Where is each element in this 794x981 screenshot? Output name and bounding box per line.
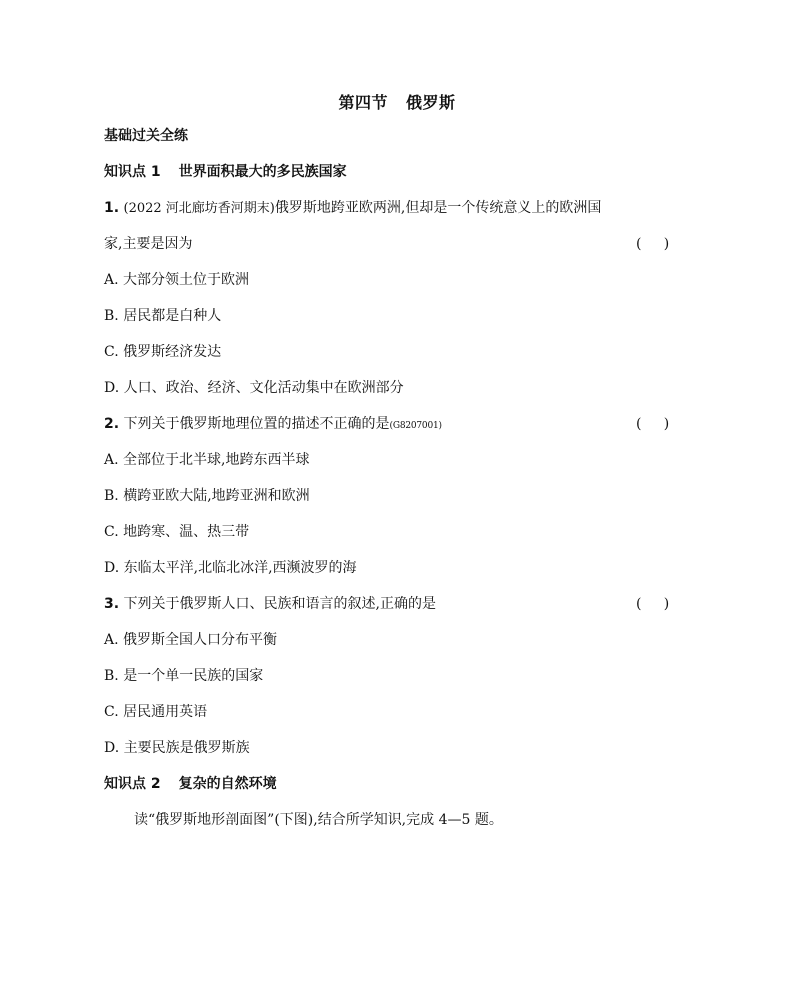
- question-stem: 下列关于俄罗斯人口、民族和语言的叙述,正确的是: [123, 596, 436, 612]
- option-b: B. 横跨亚欧大陆,地跨亚洲和欧洲: [104, 488, 310, 504]
- answer-blank[interactable]: ( ): [636, 236, 670, 252]
- option-c: C. 俄罗斯经济发达: [104, 344, 222, 360]
- option-c: C. 居民通用英语: [104, 704, 208, 720]
- option-a: A. 全部位于北半球,地跨东西半球: [104, 452, 310, 468]
- question-number: 1.: [104, 200, 120, 216]
- option-d: D. 主要民族是俄罗斯族: [104, 740, 250, 756]
- practice-heading: 基础过关全练: [104, 128, 188, 144]
- option-d: D. 东临太平洋,北临北冰洋,西濒波罗的海: [104, 560, 357, 576]
- page-title: [0, 90, 794, 113]
- knowledge-point-1-heading: [104, 162, 347, 182]
- question-stem: 下列关于俄罗斯地理位置的描述不正确的是: [123, 416, 390, 432]
- answer-blank[interactable]: ( ): [636, 596, 670, 612]
- knowledge-point-title: 世界面积最大的多民族国家: [178, 164, 347, 180]
- question-stem: 俄罗斯地跨亚欧两洲,但却是一个传统意义上的欧洲国: [274, 200, 602, 216]
- option-a: A. 俄罗斯全国人口分布平衡: [104, 632, 278, 648]
- section-number: 第四节: [338, 93, 388, 112]
- option-b: B. 居民都是白种人: [104, 308, 222, 324]
- question-1-stem-line-1: [104, 198, 601, 219]
- question-number: 3.: [104, 596, 120, 612]
- question-1-stem-line-2: 家,主要是因为: [104, 236, 193, 252]
- option-c: C. 地跨寒、温、热三带: [104, 524, 250, 540]
- option-d: D. 人口、政治、经济、文化活动集中在欧洲部分: [104, 380, 404, 396]
- question-3-stem: [104, 594, 436, 614]
- question-number: 2.: [104, 416, 120, 432]
- reading-instruction: 读“俄罗斯地形剖面图”(下图),结合所学知识,完成 4—5 题。: [134, 812, 503, 828]
- option-a: A. 大部分领土位于欧洲: [104, 272, 250, 288]
- knowledge-point-2-heading: [104, 774, 277, 794]
- question-code: (G8207001): [389, 421, 442, 431]
- question-source: (2022 河北廊坊香河期末): [123, 201, 275, 216]
- knowledge-point-label: 知识点 1: [104, 164, 161, 180]
- section-name: 俄罗斯: [406, 93, 456, 112]
- knowledge-point-title: 复杂的自然环境: [178, 776, 277, 792]
- knowledge-point-label: 知识点 2: [104, 776, 161, 792]
- option-b: B. 是一个单一民族的国家: [104, 668, 264, 684]
- answer-blank[interactable]: ( ): [636, 416, 670, 432]
- question-2-stem: [104, 414, 442, 436]
